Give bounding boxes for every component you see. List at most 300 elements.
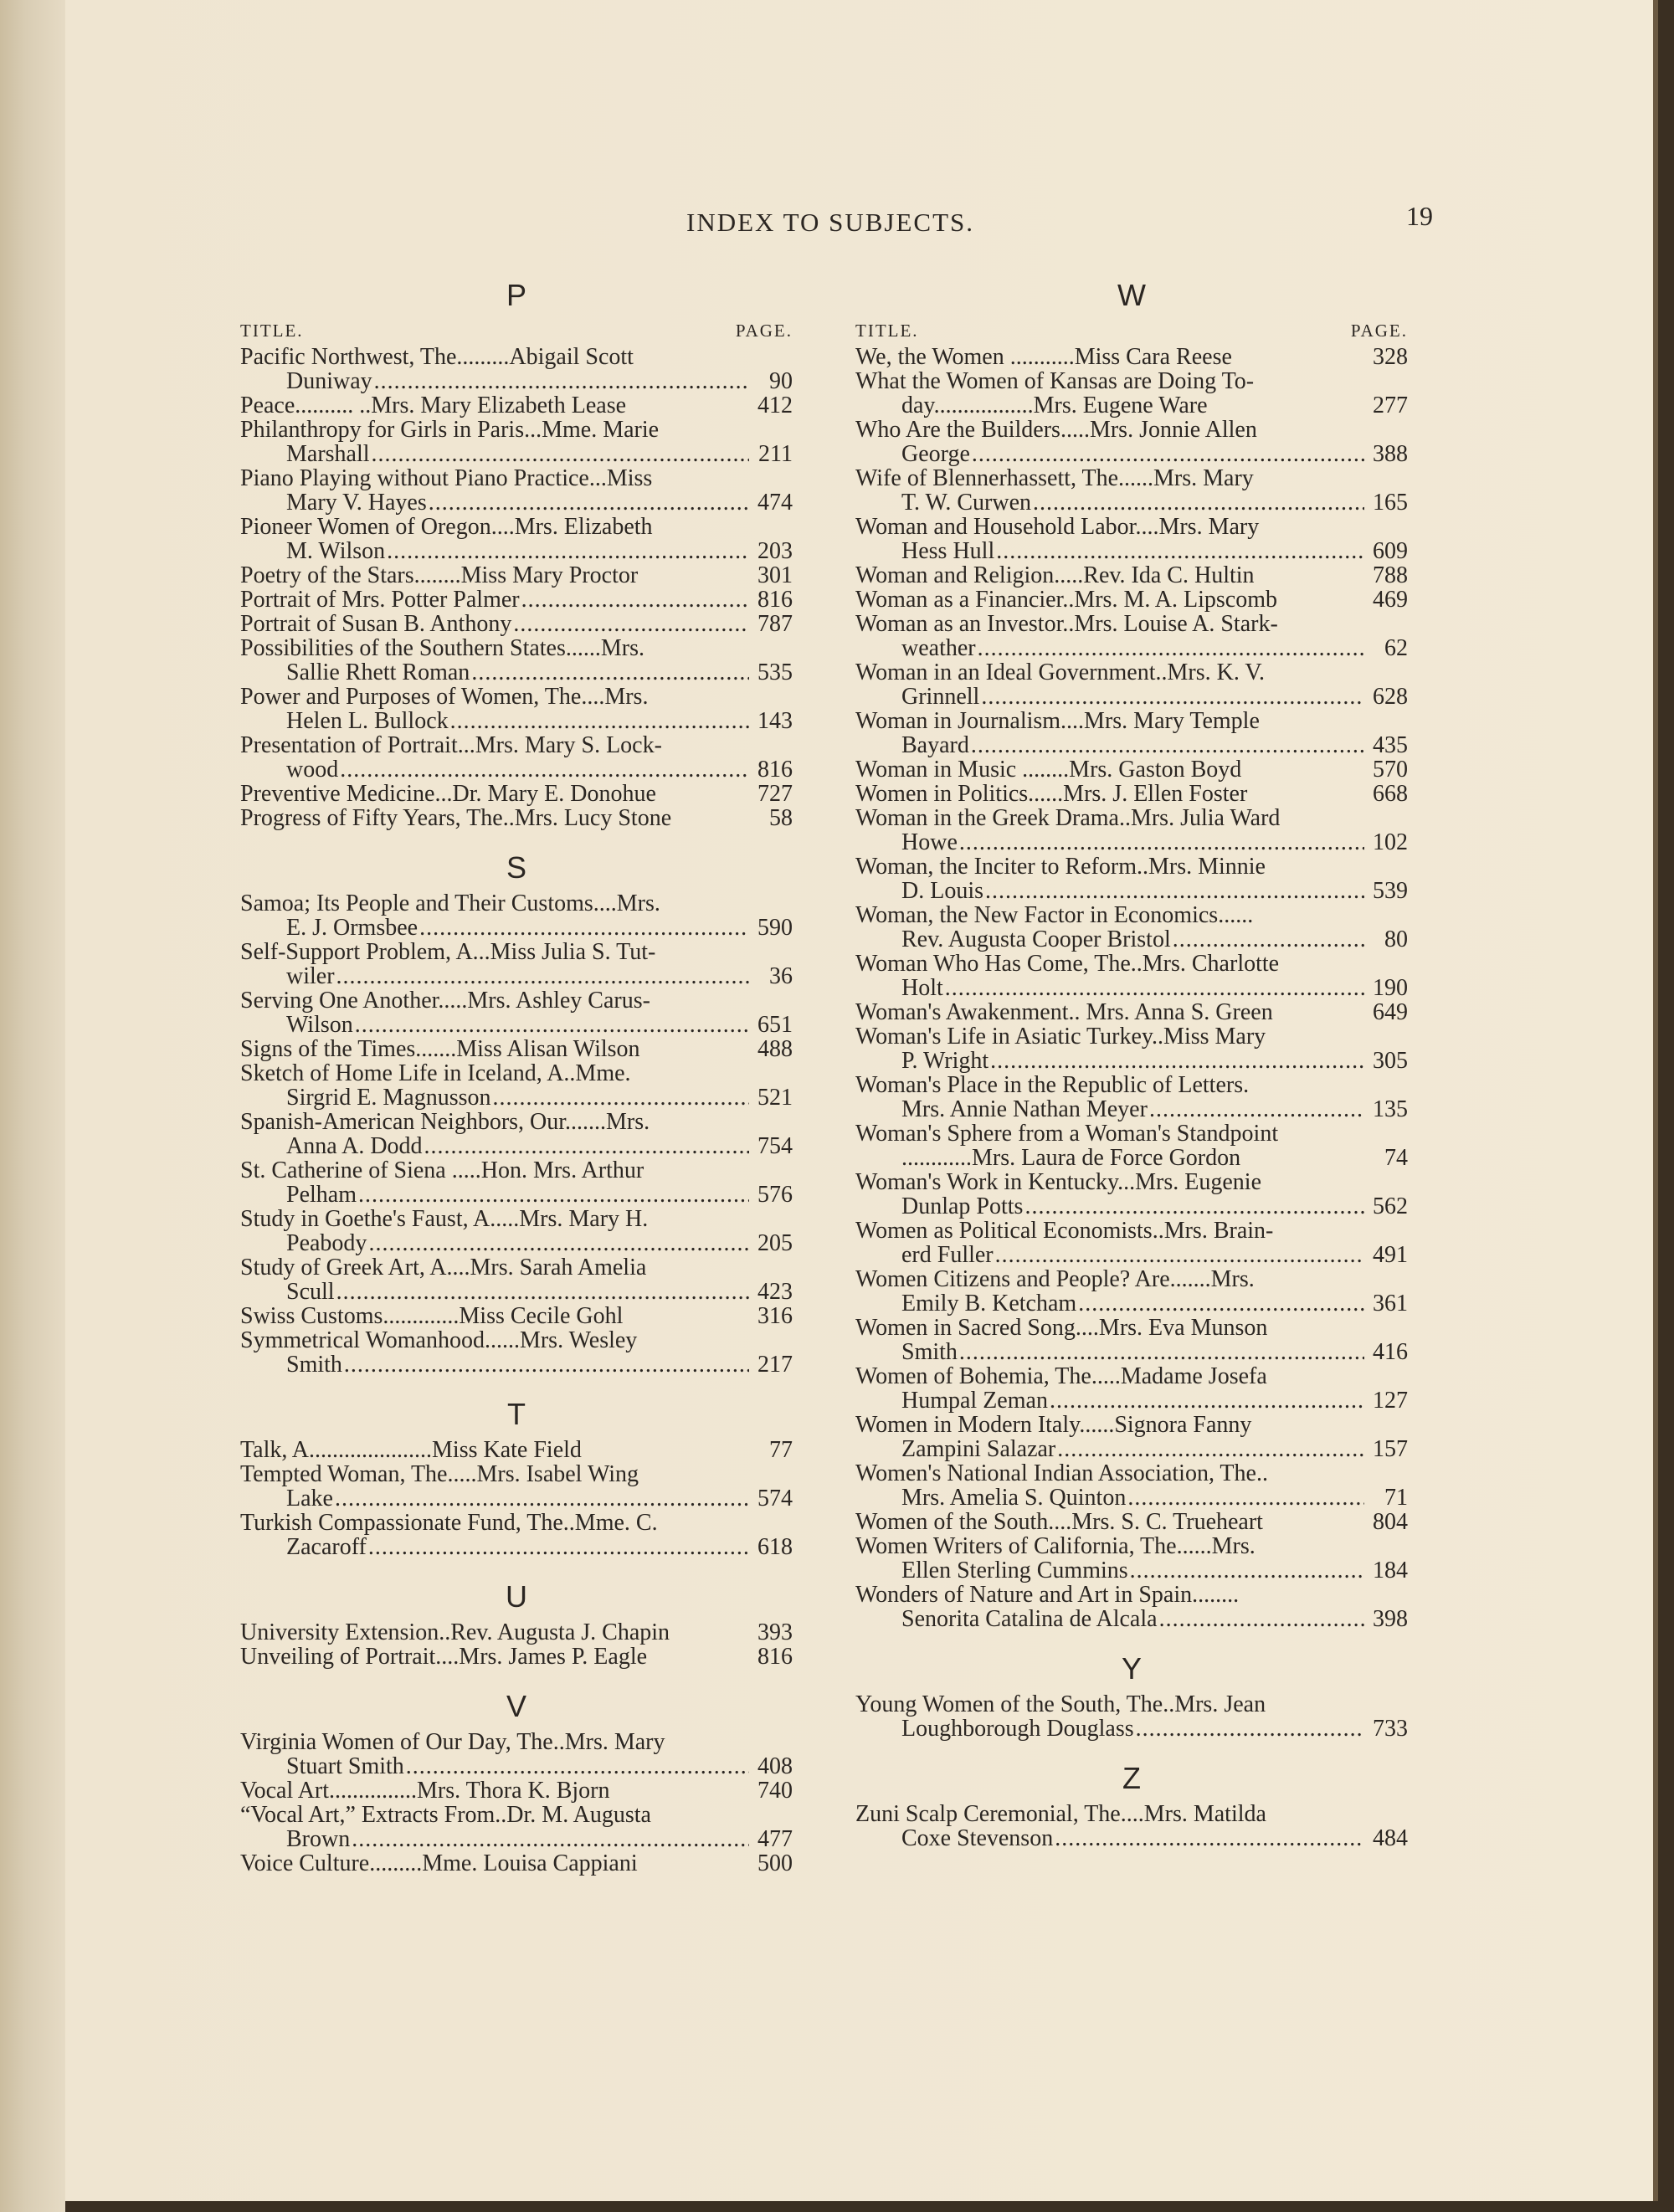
entry-author: Dunlap Potts [901,1193,1024,1219]
index-entry [240,1778,793,1803]
entry-author: Scull [286,1279,335,1305]
entry-continuation [855,1486,1408,1510]
entry-title: Zuni Scalp Ceremonial, The....Mrs. Matilda [855,1802,1266,1826]
page-ref: 316 [757,1303,793,1329]
index-entry [855,369,1408,418]
entry-title: Woman's Work in Kentucky...Mrs. Eugenie [855,1170,1262,1194]
leader-dots [424,1134,749,1158]
entry-author: Wilson [286,1012,353,1038]
entry-continuation [855,879,1408,903]
page-ref: 361 [1373,1291,1408,1316]
entry-continuation [240,1183,793,1207]
page-ref: 416 [1373,1339,1408,1365]
index-entry [855,1461,1408,1510]
index-entry [240,1645,793,1669]
entry-title: Virginia Women of Our Day, The..Mrs. Mary [240,1730,665,1754]
page-ref: 435 [1373,732,1408,758]
entry-author: Peabody [286,1230,367,1256]
index-entry [240,1037,793,1061]
leader-dots [990,1049,1364,1073]
leader-dots [1050,1388,1364,1413]
page-ref: 412 [757,393,793,418]
entry-author: P. Wright [901,1048,989,1074]
section-letter: S [506,850,526,885]
entry-continuation [855,1388,1408,1413]
entry-author: Duniway [286,368,372,394]
index-entry [855,1413,1408,1461]
page-ref: 816 [757,757,793,783]
page-ref: 484 [1373,1825,1408,1851]
page-ref: 668 [1373,781,1408,807]
entry-author: Loughborough Douglass [901,1716,1134,1742]
index-entry [855,1170,1408,1219]
entry-continuation [855,685,1408,709]
leader-dots [335,1486,749,1511]
page-ref: 576 [757,1182,793,1208]
leader-dots [1033,490,1364,515]
index-entry [240,612,793,636]
entry-title: We, the Women ...........Miss Cara Reese [855,344,1232,370]
leader-dots [336,964,749,988]
entry-title: What the Women of Kansas are Doing To- [855,369,1255,393]
page-ref: 277 [1373,393,1408,418]
entry-line [855,588,1408,612]
leader-dots [358,1183,749,1207]
entry-continuation [855,539,1408,563]
index-entry [240,1304,793,1328]
leader-dots [336,1280,749,1304]
index-entry [855,1024,1408,1073]
entry-title: Woman in an Ideal Government..Mrs. K. V. [855,660,1265,685]
index-entry [855,466,1408,515]
entry-title: “Vocal Art,” Extracts From..Dr. M. Augusta [240,1803,651,1827]
entry-title: Woman, the New Factor in Economics...... [855,903,1254,927]
entry-author: Ellen Sterling Cummins [901,1558,1128,1583]
leader-dots [344,1352,749,1377]
section-letter: P [506,278,526,312]
page-ref: 157 [1373,1436,1408,1462]
index-entry [240,1511,793,1559]
leader-dots [471,660,749,685]
entry-author: Bayard [901,732,969,758]
page-ref: 649 [1373,999,1408,1025]
entry-title: Woman's Life in Asiatic Turkey..Miss Mary [855,1024,1266,1049]
leader-dots [374,369,749,393]
index-entry [855,515,1408,563]
page-ref: 143 [757,708,793,734]
leader-dots [521,588,749,612]
section-letter: T [507,1397,526,1431]
index-entry [855,345,1408,369]
index-entry [240,1328,793,1377]
entry-title: Portrait of Mrs. Potter Palmer [240,587,520,613]
entry-continuation [855,927,1408,952]
entry-title: Wife of Blennerhassett, The......Mrs. Mary [855,466,1254,490]
entry-author: Rev. Augusta Cooper Bristol [901,926,1171,952]
entry-author: Holt [901,975,943,1001]
page-ref: 165 [1373,490,1408,516]
entry-title: Woman in Music ........Mrs. Gaston Boyd [855,757,1242,783]
leader-dots [368,1231,749,1255]
leader-dots [1127,1486,1364,1510]
page-ref: 651 [757,1012,793,1038]
leader-dots [1024,1194,1364,1219]
entry-line [240,588,793,612]
index-entry [855,782,1408,806]
index-entry [240,891,793,940]
page-ref: 90 [769,368,793,394]
index-entry [855,1510,1408,1534]
entry-title: Woman in Journalism....Mrs. Mary Temple [855,709,1260,733]
leader-dots [1055,1826,1364,1850]
entry-continuation [855,636,1408,660]
page-ref: 77 [769,1437,793,1463]
leader-dots [450,709,749,733]
entry-author: Emily B. Ketcham [901,1291,1077,1316]
index-entry [240,1158,793,1207]
index-entry [855,1802,1408,1850]
page-ref: 469 [1373,587,1408,613]
entry-title: Woman Who Has Come, The..Mrs. Charlotte [855,952,1280,976]
entry-line [240,1778,793,1803]
index-entry [240,782,793,806]
entry-title: St. Catherine of Siena .....Hon. Mrs. Arthur [240,1158,644,1183]
entry-title: Women in Politics......Mrs. J. Ellen Foster [855,781,1248,807]
index-entry [240,1803,793,1851]
entry-line [855,1000,1408,1024]
entry-continuation [240,964,793,988]
page-ref: 491 [1373,1242,1408,1268]
index-entry [855,757,1408,782]
entry-continuation [855,442,1408,466]
entry-continuation [240,660,793,685]
entry-continuation [240,1754,793,1778]
entry-continuation [240,442,793,466]
entry-continuation [240,1085,793,1110]
page-ref: 754 [757,1133,793,1159]
index-entry [855,660,1408,709]
leader-dots [945,976,1364,1000]
section-letter: V [506,1689,526,1723]
entry-title: Serving One Another.....Mrs. Ashley Carus- [240,988,650,1013]
index-entry [240,1730,793,1778]
leader-dots [513,612,749,636]
section-gap [855,1741,1408,1759]
leader-dots [429,490,749,515]
entry-title: Women in Modern Italy......Signora Fanny [855,1413,1252,1437]
entry-continuation [855,1097,1408,1121]
index-entry [855,1364,1408,1413]
page-ref: 211 [758,441,793,467]
page-ref: 535 [757,659,793,685]
entry-title: Tempted Woman, The.....Mrs. Isabel Wing [240,1462,639,1486]
entry-continuation [240,1486,793,1511]
entry-continuation [855,830,1408,855]
index-entry [240,1438,793,1462]
column-header-title: TITLE. [240,321,304,341]
column-header-row [240,319,793,343]
entry-line [855,757,1408,782]
entry-author: erd Fuller [901,1242,994,1268]
entry-line [240,782,793,806]
index-entry [855,903,1408,952]
page-ref: 102 [1373,829,1408,855]
leader-dots [1149,1097,1364,1121]
entry-author: Grinnell [901,684,980,710]
entry-continuation [240,757,793,782]
section-gap [855,1850,1408,1869]
leader-dots [1057,1437,1364,1461]
leader-dots [972,442,1364,466]
index-entry [240,1207,793,1255]
entry-title: Possibilities of the Southern States......Mrs. [240,636,644,660]
section-gap [240,1876,793,1894]
page-ref: 408 [757,1753,793,1779]
leader-dots [971,733,1364,757]
entry-author: Smith [901,1339,958,1365]
index-entry [240,1851,793,1876]
page-ref: 618 [757,1534,793,1560]
section-gap [855,1631,1408,1650]
page-ref: 305 [1373,1048,1408,1074]
entry-continuation [855,1437,1408,1461]
index-entry [855,709,1408,757]
entry-continuation [855,1049,1408,1073]
entry-author: T. W. Curwen [901,490,1032,516]
entry-title: Vocal Art...............Mrs. Thora K. Bjorn [240,1778,610,1804]
page-ref: 80 [1384,926,1408,952]
section-letter: Y [1121,1651,1142,1686]
index-entry [240,636,793,685]
entry-continuation [240,709,793,733]
entry-title: Study of Greek Art, A....Mrs. Sarah Amelia [240,1255,647,1280]
section-gap [240,1559,793,1578]
entry-author: wood [286,757,339,783]
entry-continuation [855,1607,1408,1631]
entry-title: Women Writers of California, The......Mrs. [855,1534,1256,1558]
page-ref: 488 [757,1036,793,1062]
entry-title: Women as Political Economists..Mrs. Brain- [855,1219,1274,1243]
entry-author: Stuart Smith [286,1753,404,1779]
index-entry [240,806,793,830]
entry-title: Woman as an Investor..Mrs. Louise A. Stark- [855,612,1278,636]
entry-continuation [240,539,793,563]
entry-line [240,1037,793,1061]
index-entry [855,1534,1408,1583]
leader-dots [1159,1607,1364,1631]
entry-title: Samoa; Its People and Their Customs....Mrs. [240,891,660,916]
index-entry [855,1583,1408,1631]
entry-title: Women in Sacred Song....Mrs. Eva Munson [855,1316,1268,1340]
page-gutter [0,0,65,2212]
entry-author: Zacaroff [286,1534,367,1560]
index-entry [240,1061,793,1110]
index-entry [855,563,1408,588]
entry-title: Women Citizens and People? Are.......Mrs. [855,1267,1255,1291]
entry-continuation [855,1558,1408,1583]
index-entry [240,588,793,612]
leader-dots [959,830,1364,855]
entry-author: ............Mrs. Laura de Force Gordon [901,1145,1241,1171]
entry-continuation [855,1291,1408,1316]
page-ref: 423 [757,1279,793,1305]
entry-author: Senorita Catalina de Alcala [901,1606,1158,1632]
leader-dots [368,1535,749,1559]
column-header-title: TITLE. [855,321,919,341]
entry-title: Women's National Indian Association, The.. [855,1461,1268,1486]
index-entry [240,515,793,563]
page-ref: 388 [1373,441,1408,467]
entry-title: Woman's Sphere from a Woman's Standpoint [855,1121,1279,1146]
index-entry [855,1267,1408,1316]
entry-line [855,345,1408,369]
index-entry [240,733,793,782]
entry-title: Woman and Household Labor....Mrs. Mary [855,515,1260,539]
entry-author: Mary V. Hayes [286,490,427,516]
leader-dots [419,916,749,940]
entry-continuation [240,490,793,515]
column-header-page: PAGE. [1350,321,1408,341]
leader-dots [406,1754,749,1778]
entry-continuation [855,1717,1408,1741]
index-entry [240,393,793,418]
entry-continuation [855,1146,1408,1170]
entry-title: Woman, the Inciter to Reform..Mrs. Minnie [855,855,1266,879]
page-ref: 203 [757,538,793,564]
index-entry [855,952,1408,1000]
entry-title: Peace.......... ..Mrs. Mary Elizabeth Lease [240,393,627,418]
running-head: INDEX TO SUBJECTS. [686,208,975,237]
entry-author: Coxe Stevenson [901,1825,1054,1851]
entry-author: George [901,441,970,467]
entry-title: Self-Support Problem, A...Miss Julia S. Tut- [240,940,656,964]
entry-title: Signs of the Times.......Miss Alisan Wilson [240,1036,640,1062]
entry-title: Who Are the Builders.....Mrs. Jonnie Allen [855,418,1257,442]
entry-continuation [855,1340,1408,1364]
index-entry [240,563,793,588]
leader-dots [996,539,1364,563]
leader-dots [372,442,749,466]
entry-title: Sketch of Home Life in Iceland, A..Mme. [240,1061,631,1085]
index-entry [855,418,1408,466]
page-ref: 816 [757,1644,793,1670]
entry-author: Brown [286,1826,351,1852]
entry-author: day.................Mrs. Eugene Ware [901,393,1208,418]
page-ref: 393 [757,1619,793,1645]
section-gap [240,1377,793,1395]
page-ref: 500 [757,1850,793,1876]
page-ref: 788 [1373,562,1408,588]
entry-title: Pacific Northwest, The.........Abigail Scott [240,345,634,369]
entry-title: Woman's Place in the Republic of Letters. [855,1073,1250,1097]
index-entry [855,588,1408,612]
page-ref: 127 [1373,1388,1408,1414]
leader-dots [387,539,749,563]
leader-dots [493,1085,750,1110]
entry-author: E. J. Ormsbee [286,915,418,941]
index-entry [240,1620,793,1645]
page-ref: 74 [1384,1145,1408,1171]
leader-dots [985,879,1364,903]
page-ref: 609 [1373,538,1408,564]
entry-author: Mrs. Annie Nathan Meyer [901,1096,1148,1122]
right-index-column [855,276,1408,1869]
index-entry [855,1073,1408,1121]
page-ref: 521 [757,1085,793,1111]
entry-author: Marshall [286,441,370,467]
entry-line [240,393,793,418]
leader-dots [340,757,749,782]
entry-title: Turkish Compassionate Fund, The..Mme. C. [240,1511,658,1535]
entry-author: Smith [286,1352,342,1378]
entry-author: Sirgrid E. Magnusson [286,1085,491,1111]
index-entry [855,855,1408,903]
entry-title: Women of the South....Mrs. S. C. Trueheart [855,1509,1263,1535]
entry-title: Symmetrical Womanhood......Mrs. Wesley [240,1328,638,1352]
entry-line [855,1510,1408,1534]
index-entry [855,612,1408,660]
page-number: 19 [1406,201,1433,231]
page-ref: 590 [757,915,793,941]
page-ref: 804 [1373,1509,1408,1535]
entry-continuation [240,1827,793,1851]
entry-author: Anna A. Dodd [286,1133,423,1159]
leader-dots [1078,1291,1364,1316]
entry-continuation [855,1826,1408,1850]
entry-continuation [855,1243,1408,1267]
entry-continuation [240,1013,793,1037]
entry-author: Lake [286,1486,333,1511]
leader-dots [355,1013,749,1037]
leader-dots [1130,1558,1364,1583]
page-ref: 71 [1384,1485,1408,1511]
page-ref: 205 [757,1230,793,1256]
entry-title: University Extension..Rev. Augusta J. Chapin [240,1619,670,1645]
column-header-row [855,319,1408,343]
leader-dots [1173,927,1364,952]
page-ref: 787 [757,611,793,637]
column-header-page: PAGE. [735,321,793,341]
section-letter: W [1117,278,1146,312]
page-ref: 562 [1373,1193,1408,1219]
page-ref: 328 [1373,344,1408,370]
entry-author: Howe [901,829,958,855]
page-ref: 301 [757,562,793,588]
leader-dots [995,1243,1364,1267]
entry-line [240,1645,793,1669]
page-ref: 628 [1373,684,1408,710]
entry-author: weather [901,635,976,661]
page-ref: 733 [1373,1716,1408,1742]
entry-author: Humpal Zeman [901,1388,1048,1414]
entry-title: Presentation of Portrait...Mrs. Mary S. Lock- [240,733,662,757]
index-entry [855,1316,1408,1364]
leader-dots [352,1827,749,1851]
section-gap [240,1669,793,1687]
leader-dots [978,636,1364,660]
entry-author: Hess Hull [901,538,995,564]
entry-title: Spanish-American Neighbors, Our.......Mrs. [240,1110,650,1134]
index-entry [240,940,793,988]
entry-author: Sallie Rhett Roman [286,659,470,685]
entry-title: Young Women of the South, The..Mrs. Jean [855,1692,1266,1717]
entry-title: Progress of Fifty Years, The..Mrs. Lucy Stone [240,805,672,831]
page-ref: 570 [1373,757,1408,783]
page-header [251,201,1473,251]
entry-continuation [855,733,1408,757]
page-ref: 477 [757,1826,793,1852]
leader-dots [981,685,1364,709]
